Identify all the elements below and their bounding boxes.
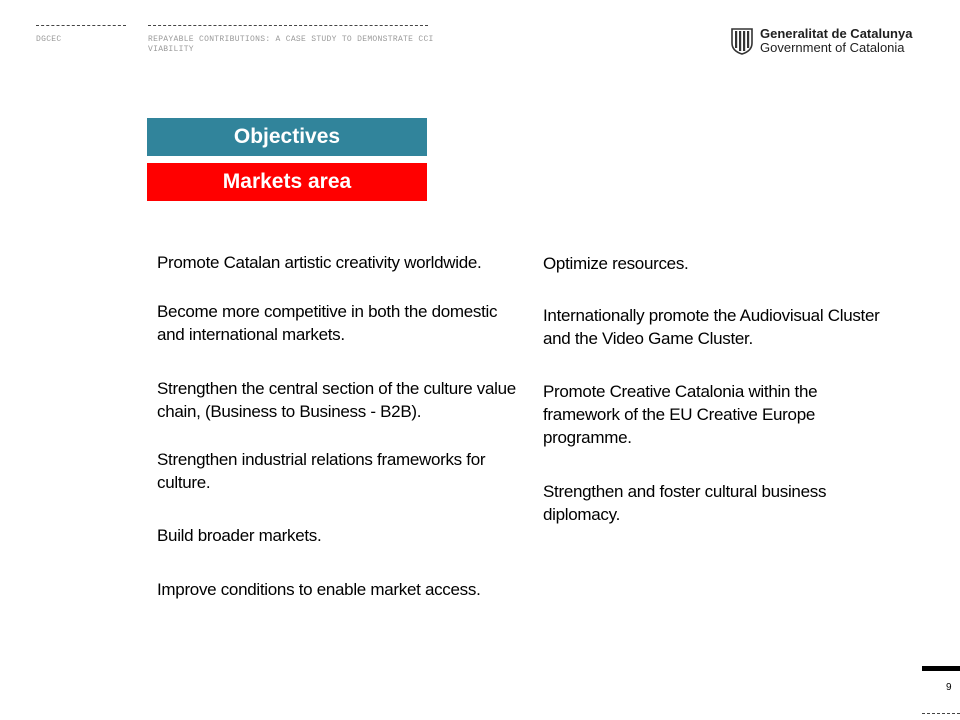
page-number: 9 <box>946 682 952 693</box>
generalitat-logo <box>730 27 912 55</box>
header-rule-left <box>36 25 126 26</box>
right-list-item: Strengthen and foster cultural business diplomacy. <box>543 482 827 524</box>
header-rule-right <box>148 25 428 26</box>
header-code: DGCEC <box>36 35 62 44</box>
left-list-item: Improve conditions to enable market access. <box>157 580 481 599</box>
catalonia-emblem-icon <box>730 27 754 55</box>
logo-subtitle: Government of Catalonia <box>760 40 905 55</box>
left-list-item: Become more competitive in both the domestic and international markets. <box>157 302 498 344</box>
page-marker-bar <box>922 666 960 671</box>
logo-title: Generalitat de Catalunya <box>760 26 913 41</box>
left-list-item: Strengthen the central section of the culture value chain, (Business to Business - B2B). <box>157 379 516 421</box>
page-footer-rule <box>922 713 960 714</box>
right-list-item: Internationally promote the Audiovisual Cluster and the Video Game Cluster. <box>543 306 880 348</box>
right-list-item: Optimize resources. <box>543 254 689 273</box>
objectives-banner: Objectives <box>147 118 427 156</box>
header-title: REPAYABLE CONTRIBUTIONS: A CASE STUDY TO DEMONSTRATE CCI VIABILITY <box>148 35 434 54</box>
right-list-item: Promote Creative Catalonia within the framework of the EU Creative Europe programme. <box>543 382 818 447</box>
left-list-item: Promote Catalan artistic creativity worldwide. <box>157 253 482 272</box>
left-list-item: Build broader markets. <box>157 526 322 545</box>
left-list-item: Strengthen industrial relations frameworks for culture. <box>157 450 486 492</box>
markets-area-banner: Markets area <box>147 163 427 201</box>
